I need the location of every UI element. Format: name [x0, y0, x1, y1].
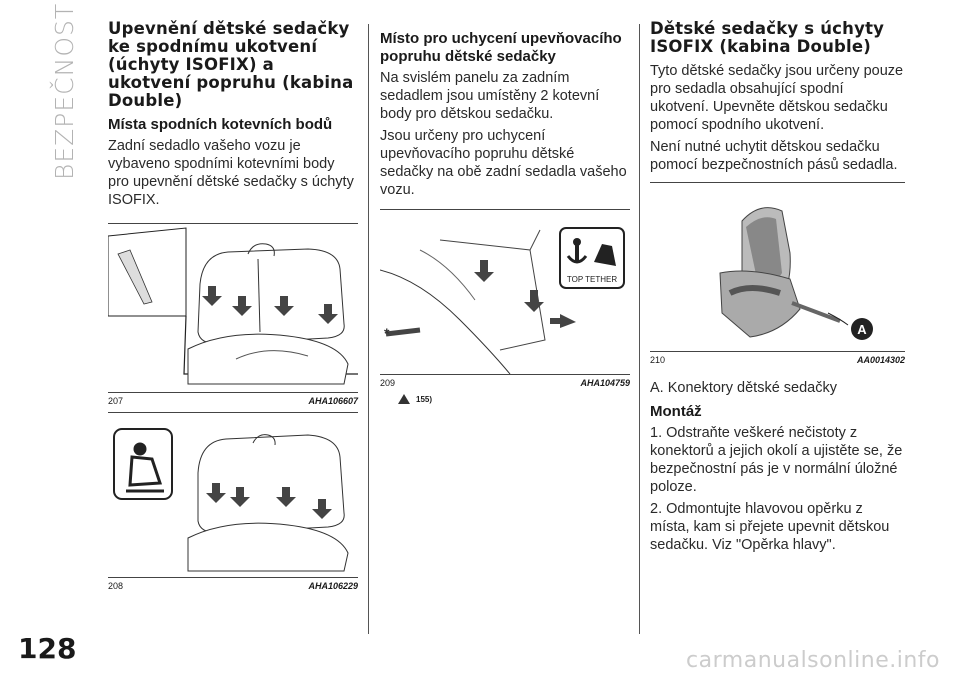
- figure-code: AHA104759: [580, 378, 630, 388]
- paragraph: Zadní sedadlo vašeho vozu je vybaveno spodními kotevními body pro upevnění dětské sedačky s úchyty ISOFIX.: [108, 138, 354, 208]
- section-title-isofix: Upevnění dětské sedačky ke spodnímu ukotvení (úchyty ISOFIX) a ukotvení popruhu (kabina Double): [108, 19, 354, 110]
- warning-triangle-icon: [398, 394, 410, 404]
- paragraph: Není nutné uchytit dětskou sedačku pomocí bezpečnostních pásů sedadla.: [650, 139, 898, 173]
- top-tether-label: TOP TETHER: [566, 275, 618, 284]
- step-2: 2. Odmontujte hlavovou opěrku z místa, kam si přejete upevnit dětskou sedačku. Viz "Opěrka hlavy".: [650, 501, 890, 553]
- tether-anchor-illustration: [380, 210, 630, 374]
- figure-number: 210: [650, 355, 666, 365]
- section-title-isofix-seats: Dětské sedačky s úchyty ISOFIX (kabina Double): [650, 19, 885, 56]
- svg-text:*: *: [384, 325, 390, 341]
- subheading-tether-anchor: Místo pro uchycení upevňovacího popruhu dětské sedačky: [380, 30, 622, 65]
- column-3: [650, 20, 905, 558]
- figure-207: [108, 223, 358, 393]
- column-2: [380, 30, 630, 404]
- paragraph: Na svislém panelu za zadním sedadlem jsou umístěny 2 kotevní body pro dětskou sedačku.: [380, 70, 600, 122]
- figure-208: [108, 412, 358, 578]
- child-seat-illustration: [650, 183, 905, 351]
- section-sidebar-label: BEZPEČNOST: [50, 2, 79, 180]
- column-1: [108, 20, 358, 591]
- figure-caption: [650, 352, 905, 365]
- figure-caption: [108, 393, 358, 406]
- watermark: carmanualsonline.info: [686, 648, 940, 673]
- subheading-anchor-points: Místa spodních kotevních bodů: [108, 116, 333, 133]
- seat-isofix-illustration: [108, 413, 358, 577]
- warning-ref-number: 155): [416, 394, 433, 404]
- paragraph: Jsou určeny pro uchycení upevňovacího popruhu dětské sedačky na obě zadní sedadla vašeho vozu.: [380, 128, 627, 198]
- subheading-montaz: Montáž: [650, 403, 702, 420]
- legend-text: A. Konektory dětské sedačky: [650, 380, 837, 396]
- warning-reference: [398, 394, 630, 404]
- column-divider: [639, 24, 640, 634]
- seat-anchor-illustration: [108, 224, 358, 392]
- page-number: 128: [18, 632, 77, 665]
- marker-a-label: A: [857, 322, 867, 337]
- figure-number: 207: [108, 396, 124, 406]
- step-1: 1. Odstraňte veškeré nečistoty z konektorů a jejich okolí a ujistěte se, že bezpečnostní pás je v normální úložné poloze.: [650, 425, 903, 495]
- figure-210: [650, 182, 905, 352]
- figure-209: [380, 209, 630, 375]
- column-divider: [368, 24, 369, 634]
- figure-code: AA0014302: [856, 355, 905, 365]
- figure-code: AHA106607: [308, 396, 358, 406]
- figure-number: 209: [380, 378, 396, 388]
- figure-caption: [108, 578, 358, 591]
- figure-number: 208: [108, 581, 124, 591]
- paragraph: Tyto dětské sedačky jsou určeny pouze pro sedadla obsahující spodní ukotvení. Upevněte dětskou sedačku pomocí spodního ukotvení.: [650, 63, 904, 133]
- figure-code: AHA106229: [308, 581, 358, 591]
- figure-caption: [380, 375, 630, 388]
